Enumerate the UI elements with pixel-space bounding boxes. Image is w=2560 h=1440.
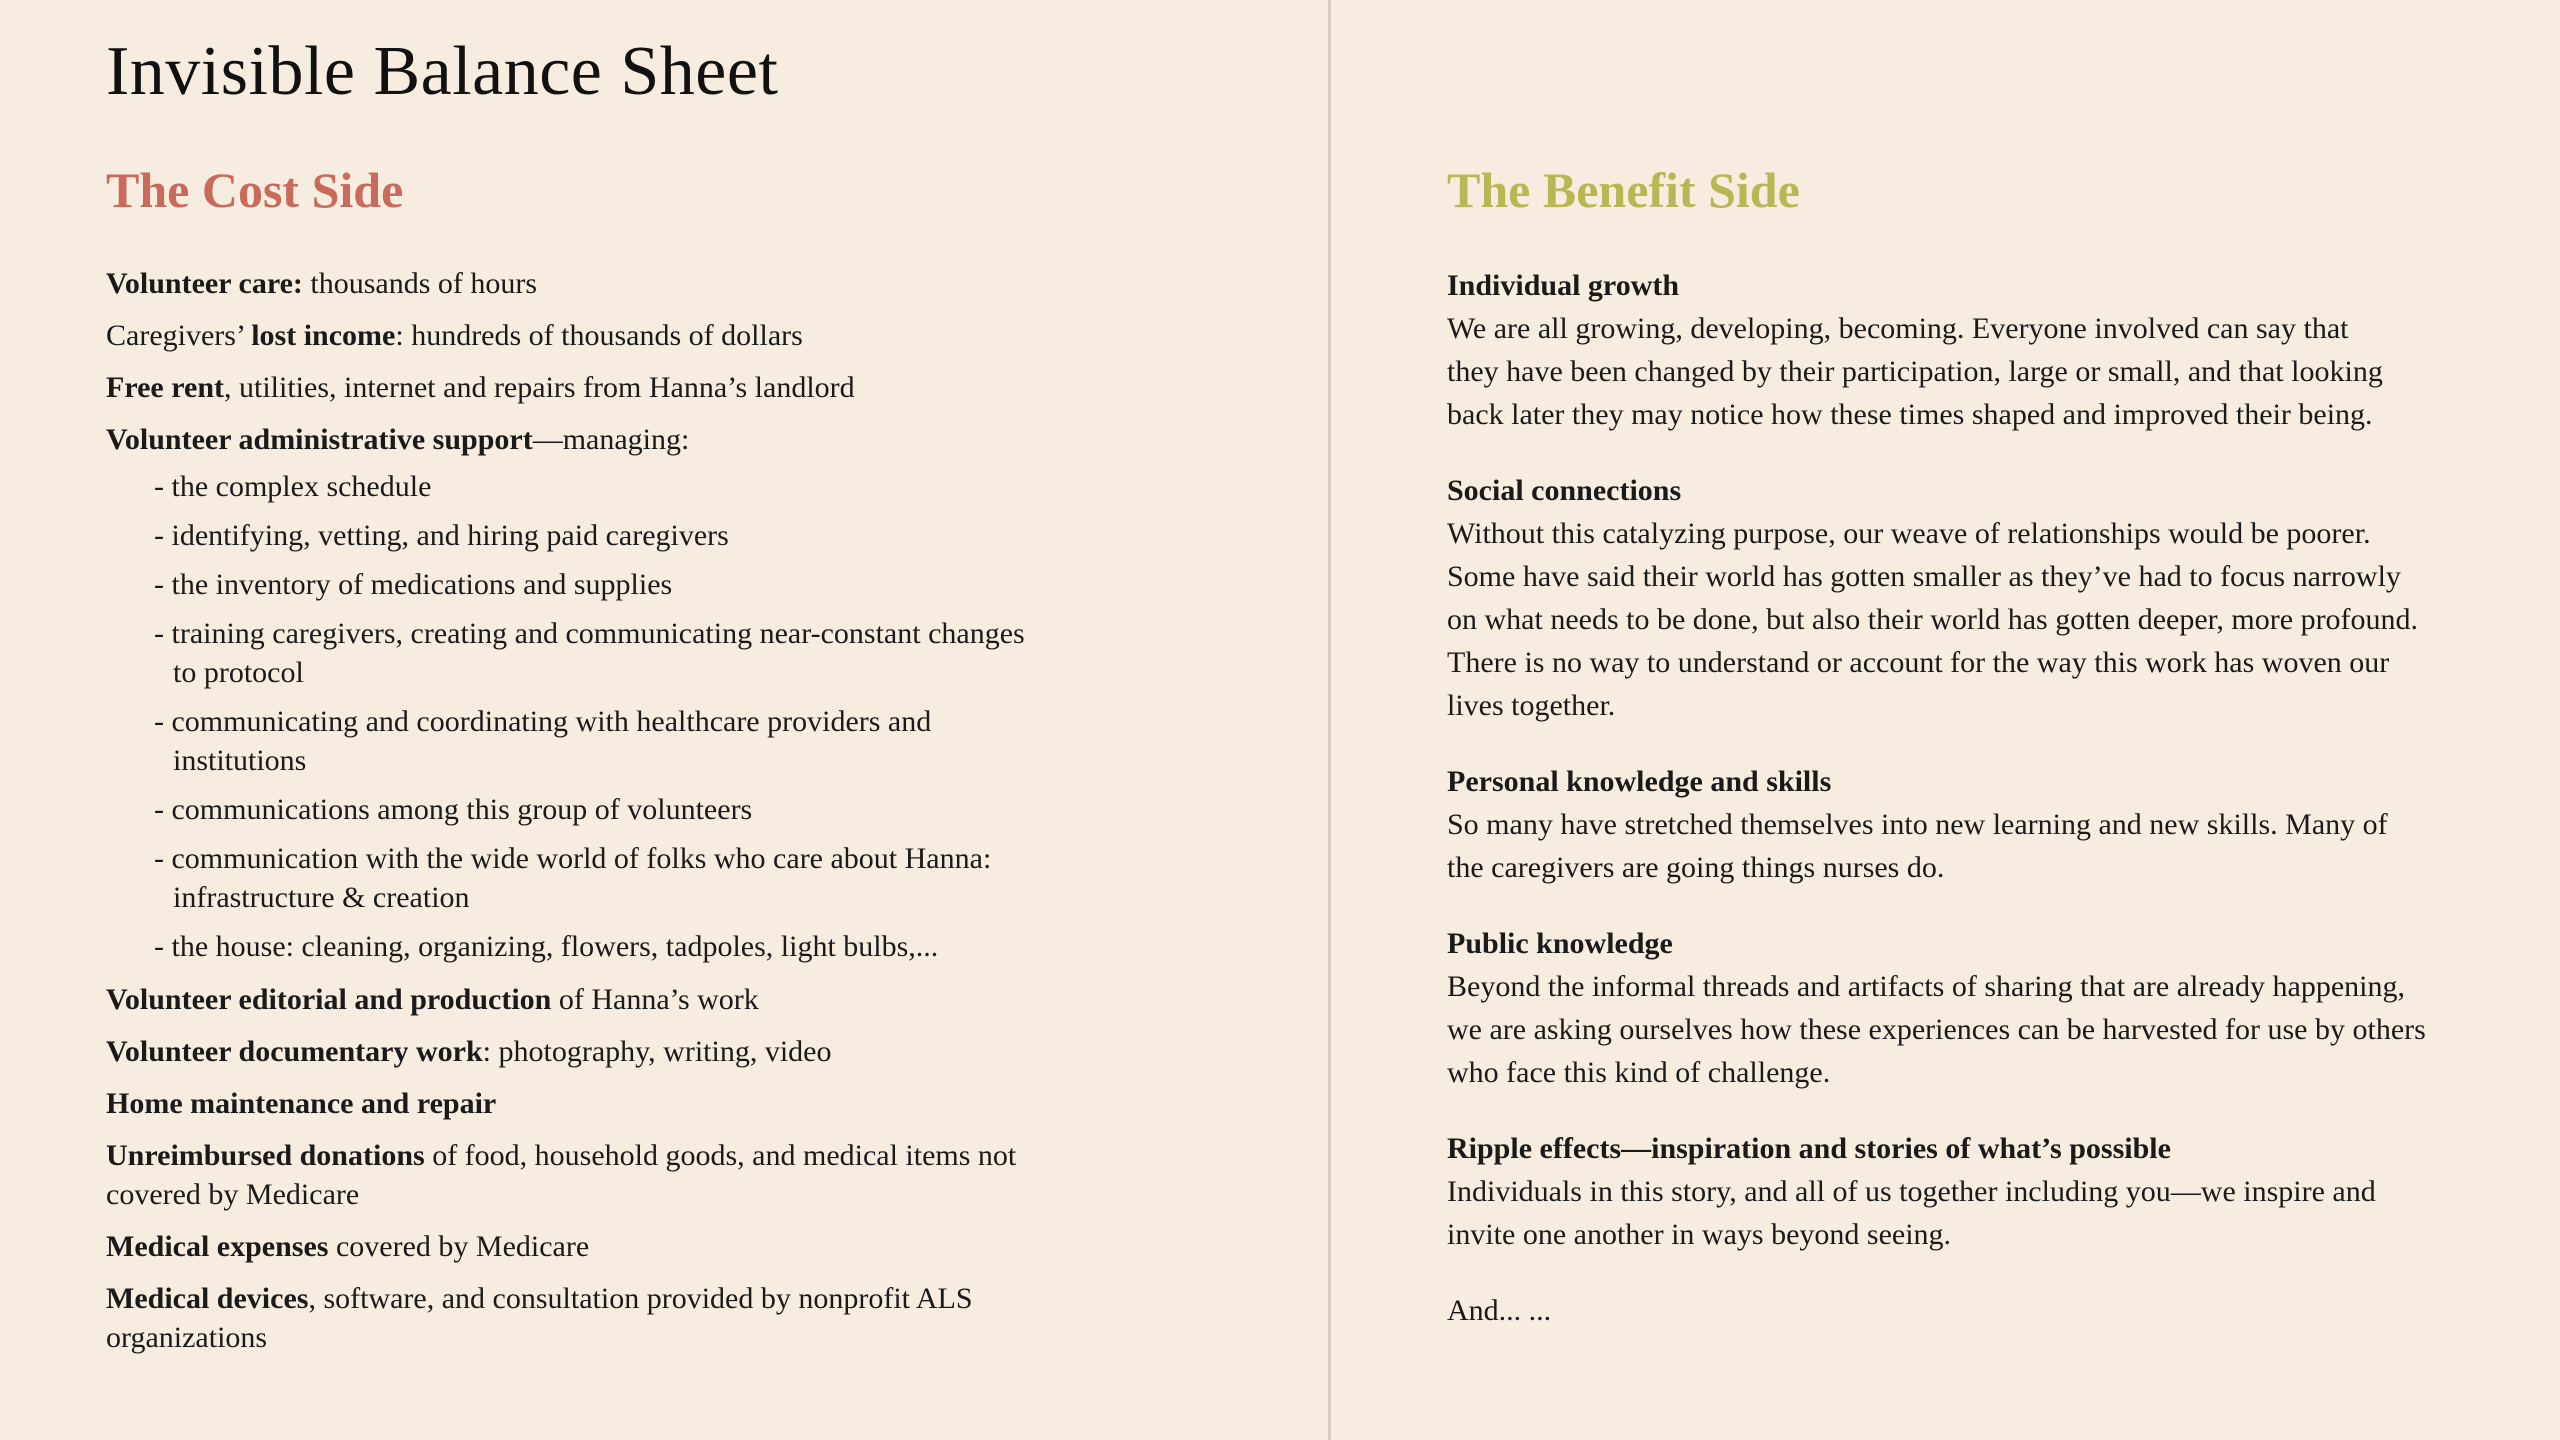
cost-list (106, 264, 1106, 1357)
cost-item-label: Volunteer care: (106, 267, 303, 300)
benefit-body: Individuals in this story, and all of us together including you—we inspire and invite one another in ways beyond seeing. (1447, 1175, 2376, 1251)
admin-support-sublist (106, 467, 1106, 966)
cost-item-documentary (106, 1032, 1106, 1071)
admin-subitem: - the inventory of medications and supplies (154, 568, 673, 601)
benefit-closing: And... ... (1447, 1294, 1552, 1327)
admin-subitem: - training caregivers, creating and communicating near-constant changes to protocol (154, 617, 1025, 689)
column-divider (1328, 0, 1331, 1440)
benefit-side-heading: The Benefit Side (1447, 162, 1800, 218)
cost-side-column (106, 160, 1106, 1370)
admin-subitem: - communications among this group of volunteers (154, 793, 753, 826)
cost-item-text: of Hanna’s work (551, 983, 759, 1016)
benefit-side-column (1447, 160, 2497, 1332)
cost-item-medical-expenses (106, 1227, 1106, 1266)
cost-item-text: thousands of hours (302, 267, 538, 300)
cost-item-text: : hundreds of thousands of dollars (395, 319, 803, 352)
cost-item-label: Free rent (106, 371, 224, 404)
cost-item-admin-support (106, 420, 1106, 966)
cost-item-label: Home maintenance and repair (106, 1087, 497, 1120)
benefit-social-connections (1447, 469, 2437, 727)
cost-item-label: Volunteer administrative support (106, 423, 533, 456)
cost-item-label: Medical devices (106, 1282, 309, 1315)
cost-item-lost-income (106, 316, 1106, 355)
admin-subitem: - communicating and coordinating with healthcare providers and institutions (154, 705, 932, 777)
cost-item-donations (106, 1136, 1066, 1214)
cost-item-text: , software, and consultation provided by nonprofit ALS organizations (106, 1282, 973, 1354)
benefit-title: Personal knowledge and skills (1447, 765, 1832, 798)
cost-item-free-rent (106, 368, 1106, 407)
cost-item-text: : photography, writing, video (482, 1035, 832, 1068)
admin-subitem: - the complex schedule (154, 470, 432, 503)
benefit-public-knowledge (1447, 922, 2447, 1094)
cost-side-heading: The Cost Side (106, 162, 404, 218)
admin-subitem: - identifying, vetting, and hiring paid caregivers (154, 519, 729, 552)
cost-item-text: of food, household goods, and medical items not covered by Medicare (106, 1139, 1017, 1211)
cost-item-label: Volunteer documentary work (106, 1035, 483, 1068)
benefit-individual-growth (1447, 264, 2407, 436)
cost-item-medical-devices (106, 1279, 1026, 1357)
cost-item-text: , utilities, internet and repairs from Hanna’s landlord (224, 371, 855, 404)
benefit-ripple-effects (1447, 1127, 2447, 1256)
admin-subitem: - the house: cleaning, organizing, flowers, tadpoles, light bulbs,... (154, 930, 939, 963)
cost-item-label: Unreimbursed donations (106, 1139, 425, 1172)
admin-subitem: - communication with the wide world of folks who care about Hanna: infrastructure & creation (154, 842, 992, 914)
page-title: Invisible Balance Sheet (106, 33, 779, 110)
benefit-title: Social connections (1447, 474, 1682, 507)
benefit-body: Without this catalyzing purpose, our weave of relationships would be poorer. Some have said their world has gotten smaller as they’ve had to focus narrowly on what needs to be done, but also their world has gotten deeper, more profound. There is no way to understand or account for the way this work has woven our lives together. (1447, 517, 2419, 722)
cost-item-label: Volunteer editorial and production (106, 983, 552, 1016)
cost-item-home-maintenance (106, 1084, 1106, 1123)
benefit-title: Individual growth (1447, 269, 1680, 302)
benefit-title: Public knowledge (1447, 927, 1673, 960)
benefit-title: Ripple effects—inspiration and stories of what’s possible (1447, 1132, 2171, 1165)
cost-item-volunteer-care (106, 264, 1106, 303)
cost-item-label: Medical expenses (106, 1230, 329, 1263)
cost-item-text: —managing: (532, 423, 690, 456)
cost-item-text: covered by Medicare (328, 1230, 590, 1263)
benefit-body: Beyond the informal threads and artifacts of sharing that are already happening, we are asking ourselves how these experiences can be harvested for use by others who face this kind of challenge. (1447, 970, 2426, 1089)
cost-item-editorial (106, 980, 1106, 1019)
benefit-personal-knowledge (1447, 760, 2407, 889)
benefit-body: We are all growing, developing, becoming. Everyone involved can say that they have been changed by their participation, large or small, and that looking back later they may notice how these times shaped and improved their being. (1447, 312, 2383, 431)
benefit-body: So many have stretched themselves into new learning and new skills. Many of the caregivers are going things nurses do. (1447, 808, 2388, 884)
cost-item-label: lost income (251, 319, 396, 352)
cost-item-prefix: Caregivers’ (106, 319, 252, 352)
